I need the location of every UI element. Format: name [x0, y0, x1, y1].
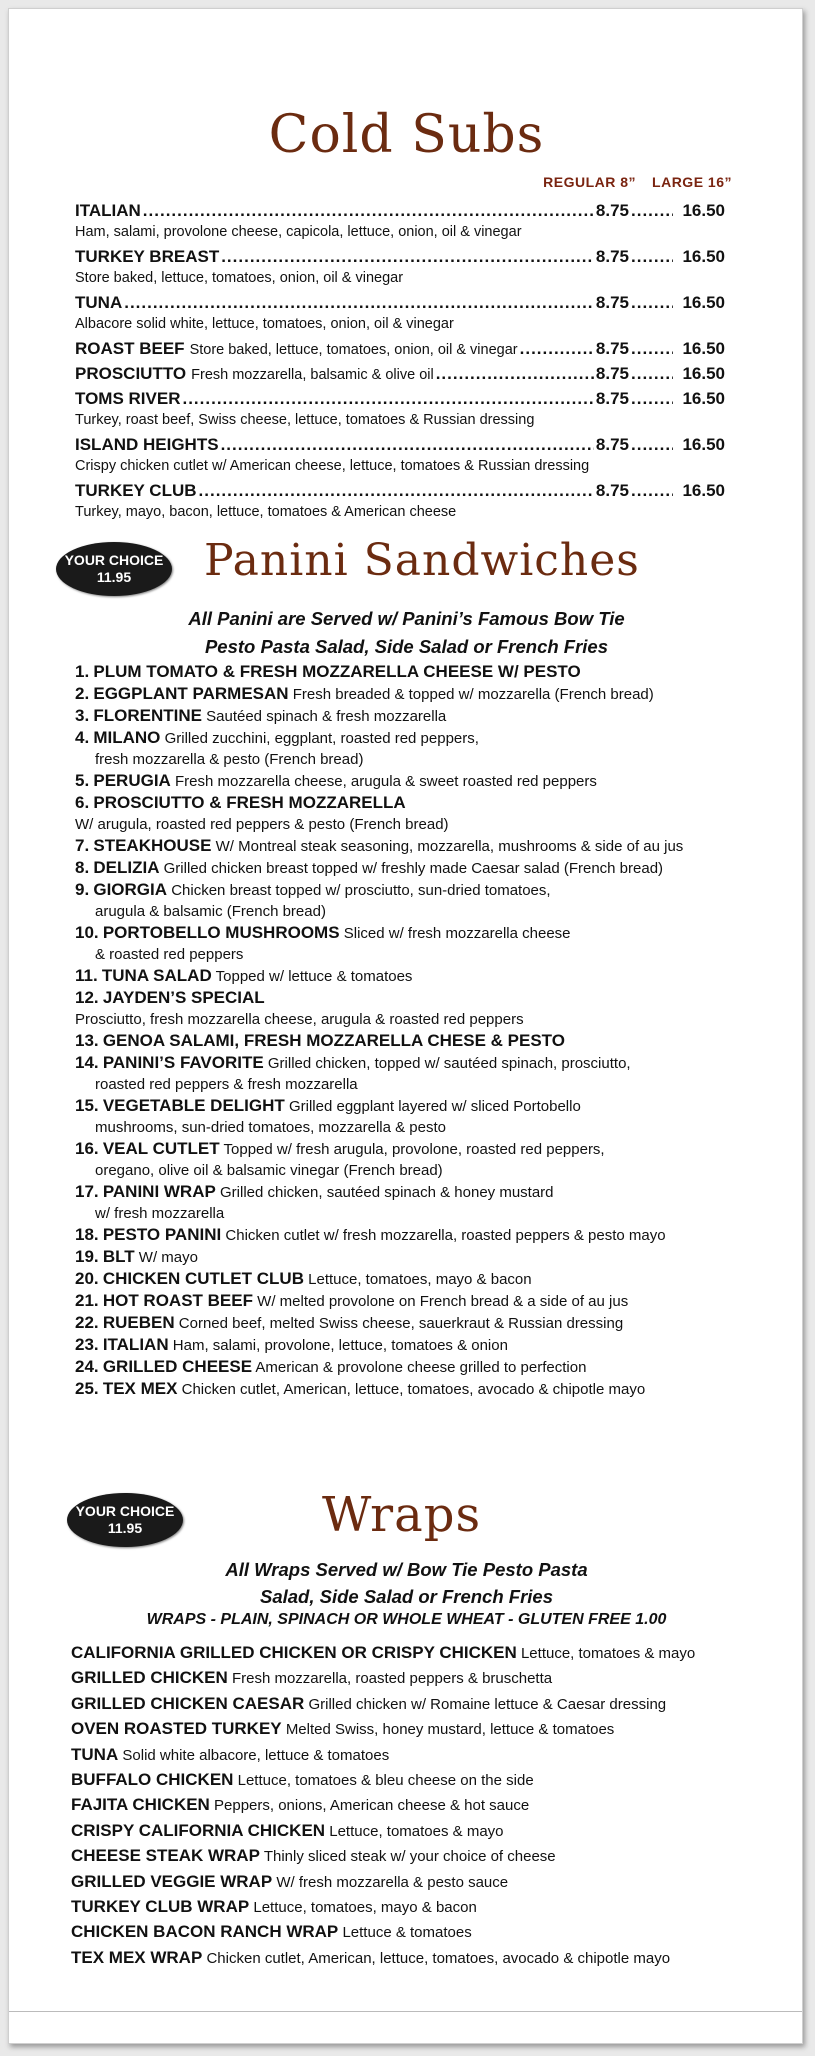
wrap-item-description: W/ fresh mozzarella & pesto sauce — [276, 1873, 509, 1891]
panini-item-number: 21. — [75, 1291, 99, 1310]
panini-subtitle-line1: All Panini are Served w/ Panini’s Famous Bow Tie — [188, 608, 625, 629]
panini-item-name: FLORENTINE — [93, 706, 202, 725]
panini-item-number: 13. — [75, 1031, 99, 1050]
dot-leader — [631, 245, 673, 268]
panini-item-number: 10. — [75, 923, 99, 942]
dot-leader — [631, 199, 673, 222]
sub-item-name: TURKEY CLUB — [75, 481, 197, 500]
panini-item-description: Chicken cutlet w/ fresh mozzarella, roasted peppers & pesto mayo — [225, 1227, 666, 1244]
sub-item-row — [75, 479, 725, 502]
panini-item-number: 4. — [75, 728, 90, 747]
panini-item-number: 19. — [75, 1247, 99, 1266]
sub-item-name: TURKEY BREAST — [75, 247, 220, 266]
panini-item-description: Lettuce, tomatoes, mayo & bacon — [308, 1271, 532, 1288]
wraps-title: Wraps — [322, 1487, 482, 1543]
large-price: 16.50 — [682, 389, 725, 408]
wrap-item — [71, 1895, 781, 1920]
sub-item-description: Store baked, lettuce, tomatoes, onion, oil & vinegar — [189, 342, 518, 358]
panini-item — [75, 1030, 775, 1052]
panini-item — [75, 1095, 775, 1138]
panini-item-name: VEGETABLE DELIGHT — [102, 1096, 285, 1115]
panini-item-number: 23. — [75, 1335, 99, 1354]
wrap-item — [71, 1692, 781, 1717]
badge-label: YOUR CHOICE — [75, 1503, 175, 1519]
dot-leader — [631, 387, 673, 410]
sub-item-name: PROSCIUTTO — [75, 364, 187, 383]
regular-price: 8.75 — [595, 481, 629, 500]
regular-price: 8.75 — [595, 201, 629, 220]
panini-item-number: 6. — [75, 793, 90, 812]
large-price: 16.50 — [682, 481, 725, 500]
panini-item-name: PORTOBELLO MUSHROOMS — [102, 923, 340, 942]
panini-item-number: 20. — [75, 1269, 99, 1288]
panini-item — [75, 1181, 775, 1224]
wrap-item-description: Lettuce, tomatoes & mayo — [520, 1645, 696, 1662]
wraps-price-badge — [67, 1493, 183, 1547]
wrap-item — [71, 1743, 781, 1768]
wraps-list — [71, 1641, 781, 1971]
panini-item-number: 14. — [75, 1053, 99, 1072]
panini-item — [75, 1290, 775, 1312]
panini-title: Panini Sandwiches — [204, 535, 640, 586]
panini-item-description: Grilled eggplant layered w/ sliced Portobello — [288, 1098, 581, 1115]
panini-item-name: BLT — [102, 1247, 135, 1266]
large-price: 16.50 — [682, 339, 725, 358]
panini-item-description: Topped w/ lettuce & tomatoes — [215, 968, 413, 985]
wrap-item — [71, 1641, 781, 1666]
panini-item-name: GRILLED CHEESE — [102, 1357, 253, 1376]
panini-item-description: Chicken cutlet, American, lettuce, tomatoes, avocado & chipotle mayo — [181, 1381, 646, 1398]
wrap-item-name: GRILLED VEGGIE WRAP — [71, 1871, 273, 1891]
panini-item-description: W/ melted provolone on French bread & a side of au jus — [257, 1293, 629, 1310]
panini-item-number: 5. — [75, 771, 90, 790]
sub-item-row — [75, 387, 725, 410]
panini-item-description: W/ mayo — [138, 1249, 198, 1266]
panini-item — [75, 1246, 775, 1268]
panini-item-name: PLUM TOMATO & FRESH MOZZARELLA CHEESE W/ PESTO — [93, 662, 581, 681]
wrap-item-description: Lettuce, tomatoes, mayo & bacon — [253, 1899, 477, 1917]
dot-leader — [143, 199, 594, 222]
panini-item-number: 1. — [75, 662, 90, 681]
wrap-item — [71, 1844, 781, 1869]
sub-item-name: TOMS RIVER — [75, 389, 181, 408]
panini-item — [75, 1268, 775, 1290]
dot-leader — [631, 433, 673, 456]
wrap-item-description: Thinly sliced steak w/ your choice of cheese — [263, 1848, 556, 1866]
panini-item-number: 17. — [75, 1182, 99, 1201]
panini-item-description: Corned beef, melted Swiss cheese, sauerkraut & Russian dressing — [178, 1315, 624, 1332]
panini-item-name: PANINI WRAP — [102, 1182, 216, 1201]
panini-list — [75, 661, 775, 1400]
sub-item-name: ISLAND HEIGHTS — [75, 435, 219, 454]
panini-item-description: Chicken breast topped w/ prosciutto, sun-dried tomatoes, — [171, 882, 551, 899]
panini-item-name: GENOA SALAMI, FRESH MOZZARELLA CHESE & PESTO — [102, 1031, 565, 1050]
sub-item-name: ITALIAN — [75, 201, 141, 220]
wrap-item-name: GRILLED CHICKEN — [71, 1668, 228, 1688]
panini-item — [75, 1378, 775, 1400]
wraps-subtitle-line1: All Wraps Served w/ Bow Tie Pesto Pasta — [225, 1559, 588, 1580]
size-column-headers — [543, 174, 732, 190]
panini-item — [75, 770, 775, 792]
sub-item-row — [75, 337, 725, 362]
wrap-item-name: BUFFALO CHICKEN — [71, 1770, 234, 1790]
panini-item-name: VEAL CUTLET — [102, 1139, 220, 1158]
dot-leader — [631, 479, 673, 502]
wrap-item-description: Lettuce, tomatoes & bleu cheese on the side — [237, 1772, 534, 1790]
panini-item-name: CHICKEN CUTLET CLUB — [102, 1269, 304, 1288]
sub-item-name: ROAST BEEF — [75, 339, 185, 358]
panini-item-number: 15. — [75, 1096, 99, 1115]
panini-item-name: PROSCIUTTO & FRESH MOZZARELLA — [93, 793, 406, 812]
panini-item — [75, 1052, 775, 1095]
panini-item-description: Grilled chicken, sautéed spinach & honey mustard — [220, 1184, 554, 1201]
panini-item-number: 18. — [75, 1225, 99, 1244]
regular-price: 8.75 — [595, 247, 629, 266]
sub-item-row — [75, 433, 725, 456]
panini-item-description: Sliced w/ fresh mozzarella cheese — [343, 925, 571, 942]
wrap-item — [71, 1870, 781, 1895]
cold-subs-title: Cold Subs — [268, 105, 545, 165]
wrap-item-name: GRILLED CHICKEN CAESAR — [71, 1693, 305, 1713]
panini-item — [75, 1224, 775, 1246]
panini-item-name: PERUGIA — [93, 771, 171, 790]
large-price: 16.50 — [682, 364, 725, 383]
wrap-item-name: FAJITA CHICKEN — [71, 1795, 210, 1815]
panini-item-description: Fresh breaded & topped w/ mozzarella (French bread) — [292, 686, 654, 703]
panini-item-name: GIORGIA — [93, 880, 168, 899]
wrap-item — [71, 1946, 781, 1971]
menu-page — [8, 8, 803, 2044]
regular-size-header: REGULAR 8” — [543, 174, 637, 190]
panini-item-description-continued: mushrooms, sun-dried tomatoes, mozzarella & pesto — [95, 1119, 446, 1136]
badge-price: 11.95 — [96, 569, 132, 585]
gluten-free-note: WRAPS - PLAIN, SPINACH OR WHOLE WHEAT - GLUTEN FREE 1.00 — [146, 1611, 667, 1628]
dot-leader — [520, 337, 594, 360]
panini-item — [75, 922, 775, 965]
panini-item — [75, 879, 775, 922]
panini-item — [75, 965, 775, 987]
large-price: 16.50 — [682, 293, 725, 312]
wrap-item-description: Chicken cutlet, American, lettuce, tomatoes, avocado & chipotle mayo — [206, 1949, 671, 1967]
wrap-item-description: Fresh mozzarella, roasted peppers & bruschetta — [231, 1670, 553, 1688]
regular-price: 8.75 — [595, 389, 629, 408]
dot-leader — [631, 337, 673, 360]
sub-item-row — [75, 199, 725, 222]
sub-item-description: Store baked, lettuce, tomatoes, onion, oil & vinegar — [75, 270, 404, 286]
regular-price: 8.75 — [595, 339, 629, 358]
panini-item — [75, 987, 775, 1030]
wrap-item-name: TURKEY CLUB WRAP — [71, 1897, 250, 1917]
sub-item-row — [75, 291, 725, 314]
sub-item-description: Turkey, mayo, bacon, lettuce, tomatoes & American cheese — [75, 504, 457, 520]
panini-item-number: 16. — [75, 1139, 99, 1158]
wrap-item-name: CHICKEN BACON RANCH WRAP — [71, 1922, 339, 1942]
panini-item-number: 12. — [75, 988, 99, 1007]
sub-item-row — [75, 245, 725, 268]
panini-price-badge — [56, 542, 172, 596]
panini-item-description-continued: W/ arugula, roasted red peppers & pesto (French bread) — [75, 816, 449, 833]
wrap-item — [71, 1768, 781, 1793]
wrap-item — [71, 1666, 781, 1691]
dot-leader — [221, 245, 594, 268]
panini-item-description-continued: oregano, olive oil & balsamic vinegar (French bread) — [95, 1162, 443, 1179]
panini-item-number: 2. — [75, 684, 90, 703]
panini-item — [75, 835, 775, 857]
panini-item-number: 24. — [75, 1357, 99, 1376]
panini-item-name: MILANO — [93, 728, 161, 747]
panini-item-name: RUEBEN — [102, 1313, 175, 1332]
large-price: 16.50 — [682, 247, 725, 266]
panini-item-description-continued: arugula & balsamic (French bread) — [95, 903, 326, 920]
panini-item-name: HOT ROAST BEEF — [102, 1291, 253, 1310]
wrap-item — [71, 1819, 781, 1844]
large-size-header: LARGE 16” — [652, 174, 732, 190]
badge-label: YOUR CHOICE — [64, 552, 164, 568]
panini-item-description: W/ Montreal steak seasoning, mozzarella, mushrooms & side of au jus — [215, 838, 684, 855]
wrap-item-name: CALIFORNIA GRILLED CHICKEN OR CRISPY CHICKEN — [71, 1643, 517, 1662]
panini-item — [75, 1334, 775, 1356]
wrap-item-name: TEX MEX WRAP — [71, 1947, 203, 1967]
wrap-item-name: CHEESE STEAK WRAP — [71, 1846, 260, 1866]
wrap-item-description: Melted Swiss, honey mustard, lettuce & tomatoes — [285, 1721, 615, 1739]
panini-item-number: 11. — [75, 966, 98, 985]
panini-item-description-continued: & roasted red peppers — [95, 946, 244, 963]
wrap-item — [71, 1793, 781, 1818]
panini-item-name: TEX MEX — [102, 1379, 178, 1398]
panini-item — [75, 1138, 775, 1181]
wrap-item — [71, 1717, 781, 1742]
wraps-subtitle-line2: Salad, Side Salad or French Fries — [259, 1586, 554, 1607]
panini-item — [75, 727, 775, 770]
panini-item-description: Sautéed spinach & fresh mozzarella — [206, 708, 447, 725]
dot-leader — [631, 362, 673, 385]
wrap-item-description: Lettuce & tomatoes — [342, 1924, 472, 1942]
regular-price: 8.75 — [595, 293, 629, 312]
panini-item-number: 7. — [75, 836, 90, 855]
regular-price: 8.75 — [595, 364, 629, 383]
wrap-item-name: CRISPY CALIFORNIA CHICKEN — [71, 1820, 326, 1840]
wrap-item-description: Grilled chicken w/ Romaine lettuce & Caesar dressing — [308, 1695, 667, 1713]
panini-item — [75, 705, 775, 727]
panini-item-name: EGGPLANT PARMESAN — [93, 684, 289, 703]
panini-item-name: ITALIAN — [102, 1335, 169, 1354]
wrap-item — [71, 1920, 781, 1945]
panini-item-description: Fresh mozzarella cheese, arugula & sweet roasted red peppers — [175, 773, 597, 790]
panini-item — [75, 792, 775, 835]
panini-item — [75, 1356, 775, 1378]
panini-item-name: PESTO PANINI — [102, 1225, 222, 1244]
panini-item — [75, 1312, 775, 1334]
dot-leader — [221, 433, 594, 456]
dot-leader — [199, 479, 594, 502]
panini-item-name: DELIZIA — [93, 858, 160, 877]
panini-item-description: Topped w/ fresh arugula, provolone, roasted red peppers, — [223, 1141, 605, 1158]
large-price: 16.50 — [682, 201, 725, 220]
panini-item-description: Grilled chicken, topped w/ sautéed spinach, prosciutto, — [267, 1055, 631, 1072]
panini-item-description: American & provolone cheese grilled to perfection — [255, 1359, 587, 1376]
wrap-item-name: OVEN ROASTED TURKEY — [71, 1719, 282, 1739]
bottom-divider — [9, 2011, 803, 2012]
panini-item-number: 22. — [75, 1313, 99, 1332]
panini-item-description-continued: w/ fresh mozzarella — [95, 1205, 225, 1222]
panini-subtitle-line2: Pesto Pasta Salad, Side Salad or French Fries — [204, 636, 609, 657]
panini-item-name: JAYDEN’S SPECIAL — [102, 988, 265, 1007]
wrap-item-description: Solid white albacore, lettuce & tomatoes — [122, 1746, 390, 1764]
panini-item-name: STEAKHOUSE — [93, 836, 212, 855]
sub-item-description: Ham, salami, provolone cheese, capicola, lettuce, onion, oil & vinegar — [75, 224, 522, 240]
large-price: 16.50 — [682, 435, 725, 454]
sub-item-description: Crispy chicken cutlet w/ American cheese, lettuce, tomatoes & Russian dressing — [75, 458, 590, 474]
panini-item — [75, 683, 775, 705]
panini-item-number: 25. — [75, 1379, 99, 1398]
panini-item-description-continued: Prosciutto, fresh mozzarella cheese, arugula & roasted red peppers — [75, 1011, 524, 1028]
panini-item — [75, 857, 775, 879]
panini-item — [75, 661, 775, 683]
panini-item-name: TUNA SALAD — [101, 966, 212, 985]
panini-item-description: Grilled zucchini, eggplant, roasted red peppers, — [164, 730, 479, 747]
wrap-item-description: Peppers, onions, American cheese & hot sauce — [214, 1797, 530, 1815]
sub-item-name: TUNA — [75, 293, 123, 312]
panini-item-description: Grilled chicken breast topped w/ freshly made Caesar salad (French bread) — [163, 860, 664, 877]
cold-subs-list — [75, 199, 725, 525]
dot-leader — [436, 362, 594, 385]
dot-leader — [124, 291, 594, 314]
panini-item-number: 8. — [75, 858, 90, 877]
panini-item-number: 9. — [75, 880, 90, 899]
wrap-item-name: TUNA — [71, 1744, 119, 1764]
sub-item-description: Turkey, roast beef, Swiss cheese, lettuce, tomatoes & Russian dressing — [75, 412, 535, 428]
panini-item-description-continued: roasted red peppers & fresh mozzarella — [95, 1076, 358, 1093]
sub-item-description: Fresh mozzarella, balsamic & olive oil — [191, 367, 434, 383]
wrap-item-description: Lettuce, tomatoes & mayo — [329, 1822, 504, 1840]
panini-item-number: 3. — [75, 706, 90, 725]
sub-item-row — [75, 362, 725, 387]
panini-item-name: PANINI’S FAVORITE — [102, 1053, 264, 1072]
badge-price: 11.95 — [107, 1520, 143, 1536]
dot-leader — [182, 387, 593, 410]
sub-item-description: Albacore solid white, lettuce, tomatoes, onion, oil & vinegar — [75, 316, 454, 332]
panini-item-description: Ham, salami, provolone, lettuce, tomatoes & onion — [172, 1337, 508, 1354]
regular-price: 8.75 — [595, 435, 629, 454]
panini-item-description-continued: fresh mozzarella & pesto (French bread) — [95, 751, 364, 768]
dot-leader — [631, 291, 673, 314]
